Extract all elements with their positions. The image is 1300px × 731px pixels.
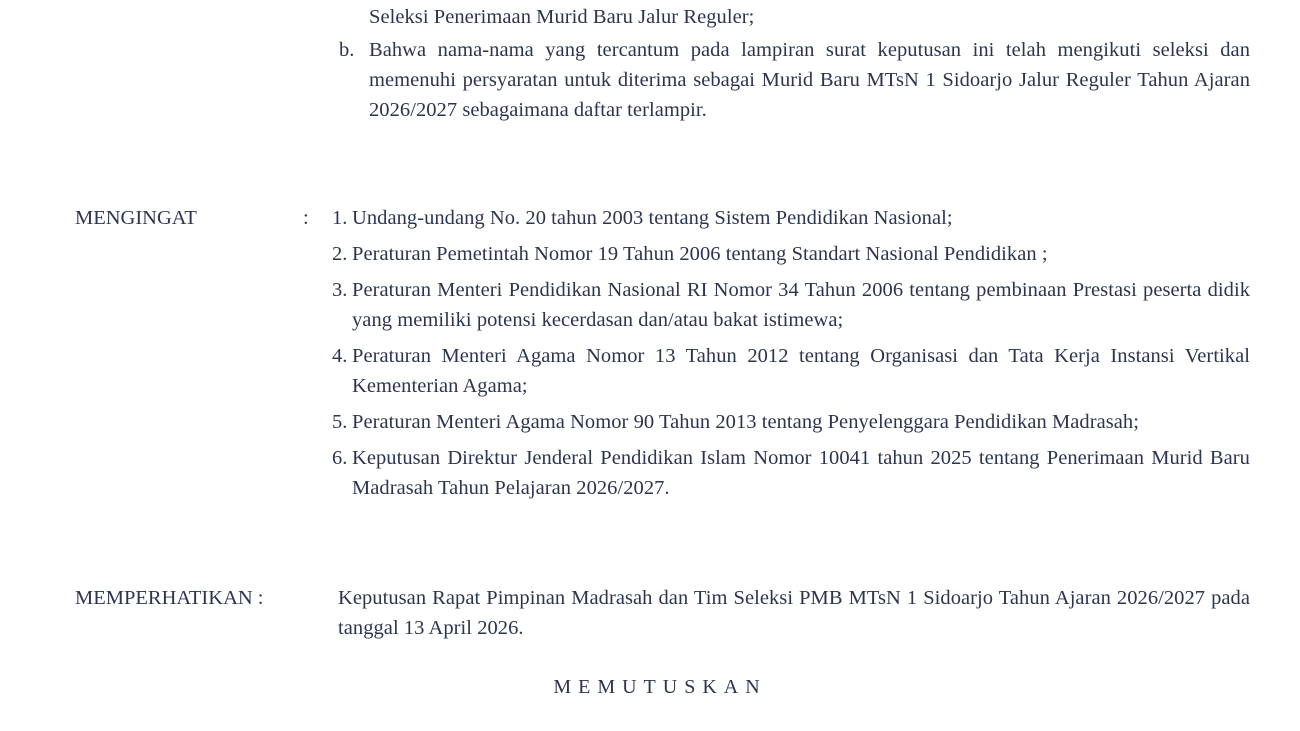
reference-number: 5.: [332, 411, 348, 433]
reference-number: 3.: [332, 279, 348, 301]
reference-number: 4.: [332, 345, 348, 367]
mengingat-reference-list: [332, 203, 1250, 509]
mengingat-colon: :: [303, 207, 309, 229]
mengingat-reference-4: [332, 341, 1250, 401]
mengingat-label: MENGINGAT: [75, 207, 197, 229]
considering-continued-line: Seleksi Penerimaan Murid Baru Jalur Reguler;: [369, 6, 755, 28]
mengingat-reference-1: [332, 203, 1250, 233]
considering-point-b-text: Bahwa nama-nama yang tercantum pada lampiran surat keputusan ini telah mengikuti seleksi dan memenuhi persyaratan untuk diterima sebagai Murid Baru MTsN 1 Sidoarjo Jalur Reguler Tahun Ajaran 2026/2027 sebagaimana daftar terlampir.: [369, 39, 1250, 121]
mengingat-reference-2: [332, 239, 1250, 269]
mengingat-reference-6: [332, 443, 1250, 503]
reference-text: Peraturan Pemetintah Nomor 19 Tahun 2006 tentang Standart Nasional Pendidikan ;: [352, 243, 1048, 265]
reference-number: 2.: [332, 243, 348, 265]
mengingat-reference-5: [332, 407, 1250, 437]
considering-point-b-marker: b.: [339, 39, 355, 61]
memperhatikan-label: MEMPERHATIKAN :: [75, 587, 264, 609]
reference-number: 6.: [332, 447, 348, 469]
reference-number: 1.: [332, 207, 348, 229]
reference-text: Peraturan Menteri Agama Nomor 13 Tahun 2012 tentang Organisasi dan Tata Kerja Instansi Vertikal Kementerian Agama;: [352, 345, 1250, 397]
memperhatikan-text: Keputusan Rapat Pimpinan Madrasah dan Tim Seleksi PMB MTsN 1 Sidoarjo Tahun Ajaran 2026/2027 pada tanggal 13 April 2026.: [338, 587, 1250, 639]
reference-text: Peraturan Menteri Pendidikan Nasional RI Nomor 34 Tahun 2006 tentang pembinaan Prestasi peserta didik yang memiliki potensi kecerdasan dan/atau bakat istimewa;: [352, 279, 1250, 331]
reference-text: Peraturan Menteri Agama Nomor 90 Tahun 2013 tentang Penyelenggara Pendidikan Madrasah;: [352, 411, 1139, 433]
reference-text: Keputusan Direktur Jenderal Pendidikan Islam Nomor 10041 tahun 2025 tentang Penerimaan Murid Baru Madrasah Tahun Pelajaran 2026/2027.: [352, 447, 1250, 499]
considering-point-b: [339, 35, 1250, 125]
mengingat-reference-3: [332, 275, 1250, 335]
reference-text: Undang-undang No. 20 tahun 2003 tentang Sistem Pendidikan Nasional;: [352, 207, 953, 229]
memutuskan-heading: MEMUTUSKAN: [553, 676, 767, 698]
